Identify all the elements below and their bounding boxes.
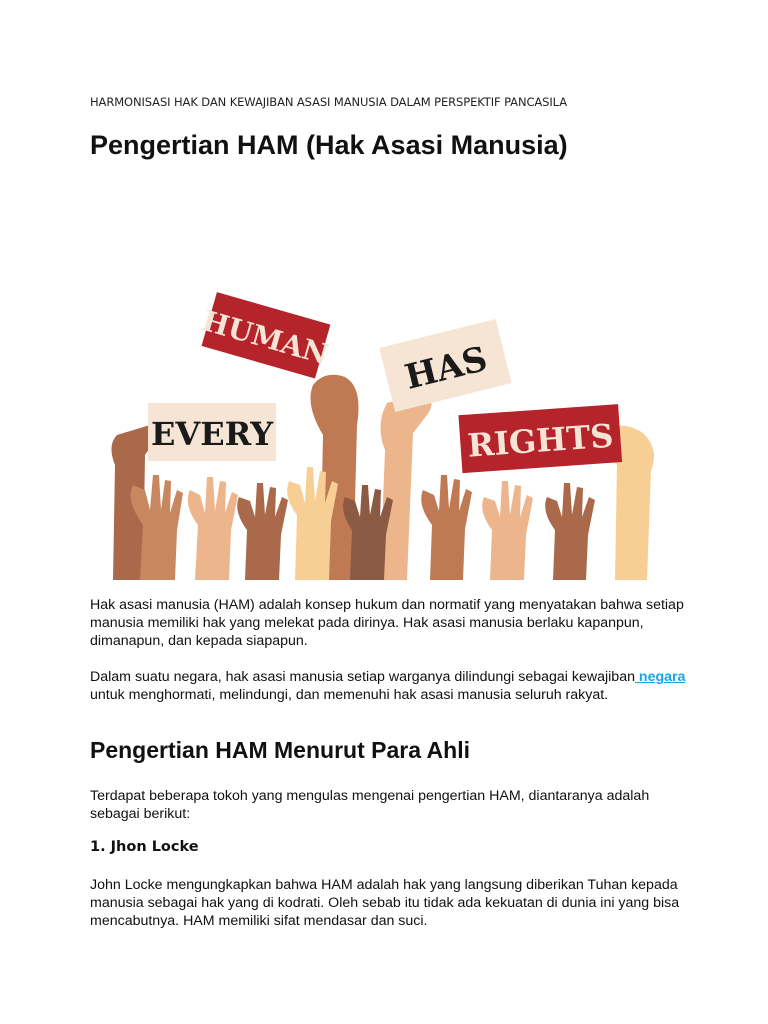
paragraph-ham-state-text-2: untuk menghormati, melindungi, dan memenuhi hak asasi manusia seluruh rakyat. (90, 687, 609, 703)
hand-has-sign (380, 393, 432, 580)
sign-every-text: EVERY (150, 415, 274, 453)
paragraph-experts-intro: Terdapat beberapa tokoh yang mengulas mengenai pengertian HAM, diantaranya adalah sebagai berikut: (90, 788, 650, 822)
page-title: Pengertian HAM (Hak Asasi Manusia) (90, 130, 568, 160)
sign-human (196, 291, 336, 380)
sign-has (379, 319, 511, 412)
negara-link[interactable]: negara (634, 669, 686, 685)
sign-rights (458, 404, 622, 473)
paragraph-ham-definition: Hak asasi manusia (HAM) adalah konsep hukum dan normatif yang menyatakan bahwa setiap manusia memiliki hak yang melekat pada dirinya. Hak asasi manusia berlaku kapanpun, dimanapun, dan kepada siapapun. (90, 597, 684, 649)
paragraph-ham-state-text-1: Dalam suatu negara, hak asasi manusia setiap warganya dilindungi sebagai kewajiban (90, 669, 635, 685)
document-header: HARMONISASI HAK DAN KEWAJIBAN ASASI MANUSIA DALAM PERSPEKTIF PANCASILA (90, 95, 567, 109)
sign-every (148, 403, 276, 461)
paragraph-john-locke: John Locke mengungkapkan bahwa HAM adalah hak yang langsung diberikan Tuhan kepada manusia sebagai hak yang di kodrati. Oleh sebab itu tidak ada kekuatan di dunia ini yang bisa mencabutnya. HAM memiliki sifat mendasar dan suci. (90, 877, 680, 929)
paragraph-ham-state (90, 668, 690, 704)
sign-human-text: HUMAN (198, 304, 332, 372)
human-rights-illustration (95, 285, 665, 580)
section-title: Pengertian HAM Menurut Para Ahli (90, 737, 470, 763)
sign-has-text: HAS (401, 338, 492, 398)
sign-rights-text: RIGHTS (466, 416, 615, 465)
subsection-title: 1. Jhon Locke (90, 839, 199, 855)
